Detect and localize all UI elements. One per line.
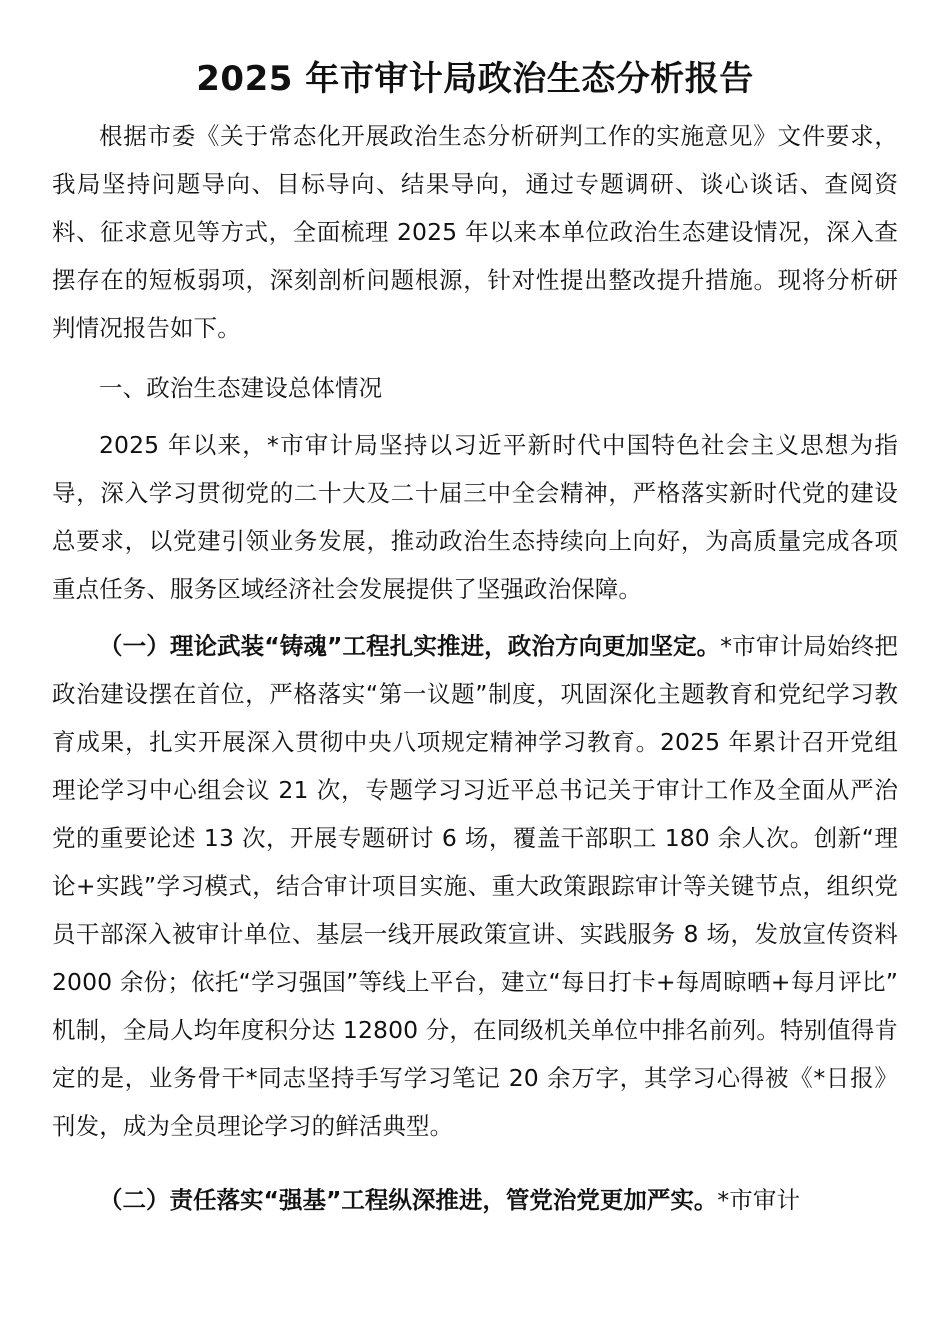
document-body	[52, 0, 898, 1224]
paragraph-intro: 根据市委《关于常态化开展政治生态分析研判工作的实施意见》文件要求，我局坚持问题导向、目标导向、结果导向，通过专题调研、谈心谈话、查阅资料、征求意见等方式，全面梳理 2025 年以来本单位政治生态建设情况，深入查摆存在的短板弱项，深刻剖析问题根源，针对性提出整改提升措施。现将分析研判情况报告如下。	[52, 121, 898, 342]
spacer	[52, 613, 898, 622]
section-heading-one: 一、政治生态建设总体情况	[99, 373, 383, 402]
spacer	[52, 1150, 898, 1176]
paragraph-subsection-one	[52, 622, 898, 1150]
page-title: 2025 年市审计局政治生态分析报告	[196, 59, 754, 99]
paragraph-section-one-overview: 2025 年以来，*市审计局坚持以习近平新时代中国特色社会主义思想为指导，深入学习贯彻党的二十大及二十届三中全会精神，严格落实新时代党的建设总要求，以党建引领业务发展，推动政治生态持续向上向好，为高质量完成各项重点任务、服务区域经济社会发展提供了坚强政治保障。	[52, 430, 898, 603]
spacer	[52, 101, 898, 112]
subsection-one-body: *市审计局始终把政治建设摆在首位，严格落实“第一议题”制度，巩固深化主题教育和党纪学习教育成果，扎实开展深入贯彻中央八项规定精神学习教育。2025 年累计召开党组理论学习中心组会议 21 次，专题学习习近平总书记关于审计工作及全面从严治党的重要论述 13 次，开展专题研讨 6 场，覆盖干部职工 180 余人次。创新“理论+实践”学习模式，结合审计项目实施、重大政策跟踪审计等关键节点，组织党员干部深入被审计单位、基层一线开展政策宣讲、实践服务 8 场，发放宣传资料 2000 余份；依托“学习强国”等线上平台，建立“每日打卡+每周晾晒+每月评比”机制，全局人均年度积分达 12800 分，在同级机关单位中排名前列。特别值得肯定的是，业务骨干*同志坚持手写学习笔记 20 余万字，其学习心得被《*日报》刊发，成为全员理论学习的鲜活典型。	[52, 631, 898, 1140]
paragraph-subsection-two	[52, 1176, 898, 1224]
spacer	[52, 412, 898, 421]
subsection-two-lead: （二）责任落实“强基”工程纵深推进，管党治党更加严实。	[99, 1185, 718, 1214]
subsection-two-body: *市审计	[717, 1185, 801, 1214]
spacer	[52, 352, 898, 364]
subsection-one-lead: （一）理论武装“铸魂”工程扎实推进，政治方向更加坚定。	[99, 631, 721, 660]
